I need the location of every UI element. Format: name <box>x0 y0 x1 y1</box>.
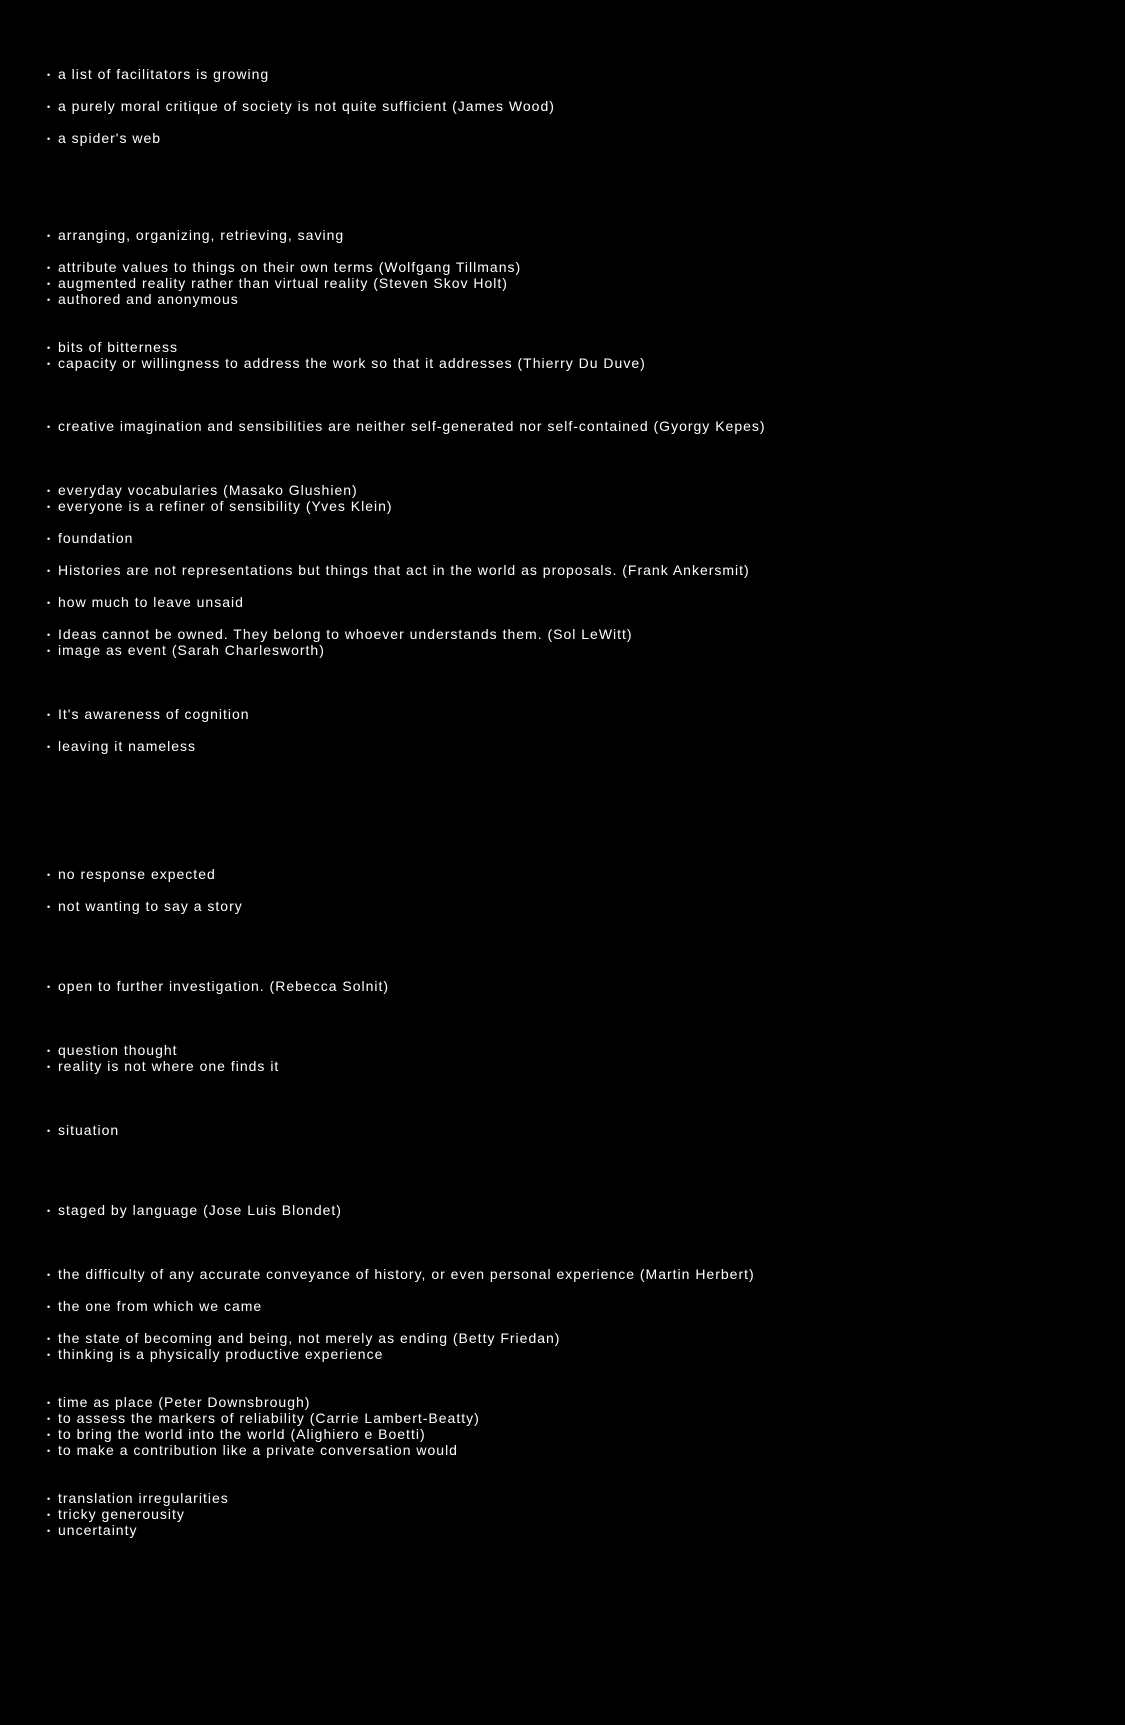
list-item <box>47 706 250 723</box>
list-item-text: a list of facilitators is growing <box>58 66 270 82</box>
list-item-text: thinking is a physically productive experience <box>58 1346 384 1362</box>
list-item-text: Histories are not representations but things that act in the world as proposals. (Frank Ankersmit) <box>58 562 750 578</box>
bullet-icon: • <box>47 1414 51 1424</box>
list-item-text: authored and anonymous <box>58 291 239 307</box>
bullet-icon: • <box>47 1430 51 1440</box>
bullet-icon: • <box>47 710 51 720</box>
list-item-text: tricky generousity <box>58 1506 185 1522</box>
list-item <box>47 1266 755 1283</box>
bullet-icon: • <box>47 1494 51 1504</box>
bullet-icon: • <box>47 134 51 144</box>
bullet-icon: • <box>47 263 51 273</box>
list-item-text: time as place (Peter Downsbrough) <box>58 1394 311 1410</box>
list-item <box>47 482 358 499</box>
bullet-icon: • <box>47 1334 51 1344</box>
bullet-icon: • <box>47 231 51 241</box>
list-item <box>47 1442 458 1459</box>
list-item-text: question thought <box>58 1042 178 1058</box>
list-item-text: reality is not where one finds it <box>58 1058 280 1074</box>
list-item-text: situation <box>58 1122 120 1138</box>
list-item-text: not wanting to say a story <box>58 898 243 914</box>
list-item-text: It's awareness of cognition <box>58 706 250 722</box>
bullet-icon: • <box>47 1446 51 1456</box>
list-item-text: bits of bitterness <box>58 339 178 355</box>
list-item-text: to assess the markers of reliability (Carrie Lambert-Beatty) <box>58 1410 480 1426</box>
list-item-text: capacity or willingness to address the work so that it addresses (Thierry Du Duve) <box>58 355 646 371</box>
bullet-icon: • <box>47 295 51 305</box>
bullet-icon: • <box>47 1046 51 1056</box>
list-item <box>47 1330 560 1347</box>
list-item <box>47 1490 229 1507</box>
bullet-icon: • <box>47 1350 51 1360</box>
bullet-icon: • <box>47 502 51 512</box>
bullet-icon: • <box>47 1302 51 1312</box>
bullet-icon: • <box>47 646 51 656</box>
list-item <box>47 642 325 659</box>
list-item-text: translation irregularities <box>58 1490 229 1506</box>
bullet-icon: • <box>47 1270 51 1280</box>
list-item-text: uncertainty <box>58 1522 138 1538</box>
list-item <box>47 1394 310 1411</box>
list-item <box>47 866 216 883</box>
bullet-icon: • <box>47 70 51 80</box>
bullet-icon: • <box>47 102 51 112</box>
list-item <box>47 355 646 372</box>
list-item <box>47 978 389 995</box>
list-item <box>47 898 243 915</box>
list-item-text: leaving it nameless <box>58 738 197 754</box>
list-item-text: everyone is a refiner of sensibility (Yves Klein) <box>58 498 393 514</box>
list-item <box>47 738 196 755</box>
bullet-icon: • <box>47 566 51 576</box>
list-item <box>47 1426 426 1443</box>
list-item-text: to bring the world into the world (Alighiero e Boetti) <box>58 1426 426 1442</box>
list-item-text: arranging, organizing, retrieving, saving <box>58 227 345 243</box>
list-item-text: a spider's web <box>58 130 162 146</box>
list-item-text: augmented reality rather than virtual reality (Steven Skov Holt) <box>58 275 508 291</box>
list-item <box>47 594 244 611</box>
list-item-text: Ideas cannot be owned. They belong to whoever understands them. (Sol LeWitt) <box>58 626 633 642</box>
list-item <box>47 498 393 515</box>
list-item-text: everyday vocabularies (Masako Glushien) <box>58 482 358 498</box>
list-item <box>47 339 178 356</box>
bullet-icon: • <box>47 1126 51 1136</box>
list-item <box>47 1346 383 1363</box>
list-item <box>47 1042 178 1059</box>
list-item-text: foundation <box>58 530 134 546</box>
list-item-text: image as event (Sarah Charlesworth) <box>58 642 325 658</box>
list-item-text: attribute values to things on their own terms (Wolfgang Tillmans) <box>58 259 522 275</box>
list-item <box>47 1506 185 1523</box>
list-item-text: creative imagination and sensibilities are neither self-generated nor self-contained (Gyorgy Kepes) <box>58 418 766 434</box>
bullet-icon: • <box>47 486 51 496</box>
list-item-text: staged by language (Jose Luis Blondet) <box>58 1202 342 1218</box>
bullet-icon: • <box>47 1062 51 1072</box>
bullet-icon: • <box>47 534 51 544</box>
list-item-text: the difficulty of any accurate conveyance of history, or even personal experience (Martin Herbert) <box>58 1266 755 1282</box>
bullet-icon: • <box>47 1398 51 1408</box>
list-item-text: the state of becoming and being, not merely as ending (Betty Friedan) <box>58 1330 561 1346</box>
bullet-icon: • <box>47 279 51 289</box>
bullet-icon: • <box>47 742 51 752</box>
bullet-icon: • <box>47 359 51 369</box>
list-item <box>47 1298 262 1315</box>
list-item-text: no response expected <box>58 866 216 882</box>
list-item <box>47 130 161 147</box>
list-item <box>47 562 750 579</box>
list-item <box>47 1058 279 1075</box>
list-item-text: the one from which we came <box>58 1298 263 1314</box>
list-item <box>47 227 344 244</box>
bullet-icon: • <box>47 902 51 912</box>
bullet-icon: • <box>47 870 51 880</box>
list-item <box>47 1410 480 1427</box>
list-item <box>47 98 555 115</box>
list-item <box>47 626 633 643</box>
list-item-text: a purely moral critique of society is not quite sufficient (James Wood) <box>58 98 555 114</box>
list-item <box>47 530 133 547</box>
bullet-icon: • <box>47 982 51 992</box>
bullet-icon: • <box>47 1206 51 1216</box>
list-item <box>47 259 521 276</box>
bullet-icon: • <box>47 1510 51 1520</box>
list-item <box>47 275 508 292</box>
list-item <box>47 1202 342 1219</box>
bullet-icon: • <box>47 630 51 640</box>
bullet-icon: • <box>47 1526 51 1536</box>
list-item <box>47 418 766 435</box>
list-item <box>47 1122 119 1139</box>
bullet-icon: • <box>47 598 51 608</box>
list-item <box>47 291 239 308</box>
list-item-text: open to further investigation. (Rebecca Solnit) <box>58 978 390 994</box>
list-item <box>47 66 269 83</box>
list-item-text: to make a contribution like a private conversation would <box>58 1442 458 1458</box>
list-item <box>47 1522 137 1539</box>
bullet-icon: • <box>47 343 51 353</box>
list-item-text: how much to leave unsaid <box>58 594 244 610</box>
bullet-icon: • <box>47 422 51 432</box>
